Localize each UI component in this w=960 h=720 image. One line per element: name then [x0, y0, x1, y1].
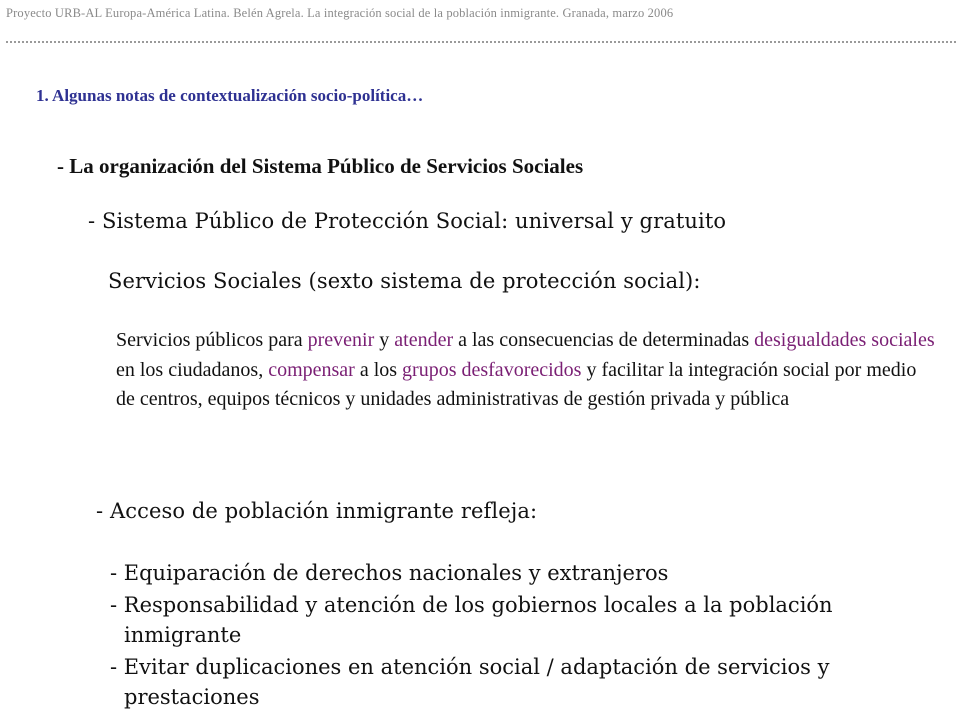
- para-text-3: a las consecuencias de determinadas: [453, 329, 755, 351]
- para-text-5: a los: [354, 358, 403, 381]
- bullet-protection-system: - Sistema Público de Protección Social: universal y gratuito: [88, 209, 727, 233]
- social-services-paragraph: [116, 326, 936, 415]
- main-heading: - La organización del Sistema Público de Servicios Sociales: [57, 154, 584, 178]
- access-intro: - Acceso de población inmigrante refleja:: [96, 499, 538, 523]
- highlight-grupos: grupos desfavorecidos: [402, 358, 582, 381]
- highlight-compensar: compensar: [268, 358, 355, 381]
- para-text-1: Servicios públicos para: [116, 329, 308, 351]
- para-text-2: y: [374, 329, 395, 351]
- access-item-equiparacion: - Equiparación de derechos nacionales y extranjeros: [110, 561, 669, 585]
- social-services-subheading: Servicios Sociales (sexto sistema de protección social):: [108, 269, 701, 293]
- slide-header: Proyecto URB-AL Europa-América Latina. Belén Agrela. La integración social de la población inmigrante. Granada, marzo 2006: [6, 6, 674, 20]
- access-item-responsabilidad-cont: inmigrante: [124, 623, 242, 647]
- access-item-evitar-cont: prestaciones: [124, 685, 260, 709]
- highlight-atender: atender: [394, 329, 454, 351]
- para-text-4: en los ciudadanos,: [116, 358, 269, 381]
- header-divider: [6, 41, 956, 43]
- section-title: 1. Algunas notas de contextualización socio-política…: [36, 86, 424, 105]
- highlight-prevenir: prevenir: [307, 329, 375, 351]
- para-text-6: y facilitar la integración social por medio de centros, equipos técnicos y unidades administrativas de gestión privada y pública: [116, 358, 917, 410]
- access-item-responsabilidad: - Responsabilidad y atención de los gobiernos locales a la población: [110, 593, 833, 617]
- access-item-evitar: - Evitar duplicaciones en atención social / adaptación de servicios y: [110, 655, 830, 679]
- highlight-desigualdades: desigualdades sociales: [754, 329, 935, 351]
